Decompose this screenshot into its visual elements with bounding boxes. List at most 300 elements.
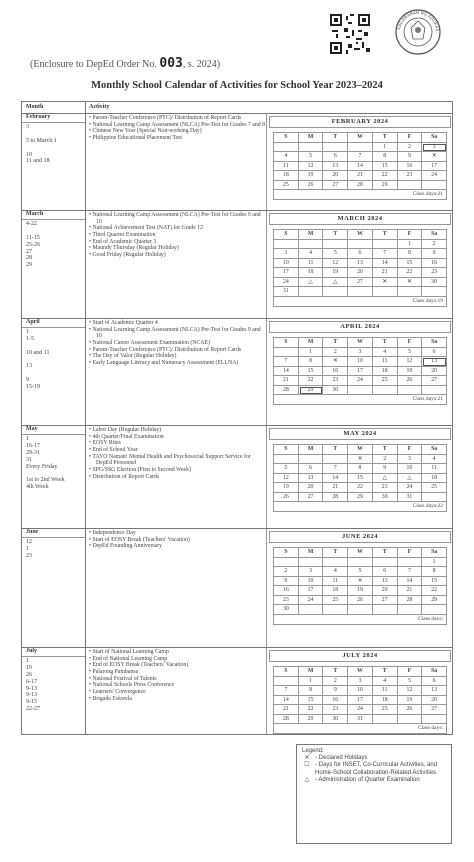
calendar-day: 1 [398, 240, 423, 250]
calendar-day [323, 605, 348, 615]
activity-item: • DepEd Founding Anniversary [89, 543, 265, 550]
calendar-day: 22 [348, 483, 373, 493]
calendar-day: 13 [348, 259, 373, 269]
weekday-header: T [373, 667, 398, 677]
calendar-day: 17 [348, 696, 373, 706]
month-name-divider [22, 327, 85, 328]
calendar-day: 23 [398, 171, 423, 181]
weekday-header: M [299, 667, 324, 677]
weekday-header: W [348, 445, 373, 455]
activity-item: • National Festival of Talents [89, 676, 265, 683]
calendar-day: 20 [348, 268, 373, 278]
calendar-day [398, 181, 423, 191]
calendar-day: 24 [348, 376, 373, 386]
calendar-day: 11 [323, 577, 348, 587]
calendar-day: 25 [323, 596, 348, 606]
calendar-day: 1 [422, 558, 447, 568]
calendar-day: 12 [398, 357, 423, 367]
legend-text: - Administration of Quarter Examination [315, 776, 420, 783]
calendar-day: 13 [422, 686, 447, 696]
calendar-day: 30 [323, 386, 348, 396]
calendar-day [348, 386, 373, 396]
calendar-day [274, 348, 299, 358]
calendar-day: 15 [299, 367, 324, 377]
calendar-day: 14 [373, 259, 398, 269]
calendar-day: 21 [398, 586, 423, 596]
month-section-april [22, 318, 452, 426]
calendar-day: 29 [422, 596, 447, 606]
mini-calendar [269, 116, 451, 200]
weekday-header: T [323, 548, 348, 558]
deped-seal [394, 8, 442, 56]
calendar-day: 8 [348, 464, 373, 474]
calendar-day: 20 [422, 367, 447, 377]
date-entry: 25-26 [26, 241, 40, 248]
activity-dates [26, 124, 84, 165]
weekday-header: W [348, 133, 373, 143]
activity-item: • End of School Year [89, 447, 265, 454]
weekday-header: S [274, 230, 299, 240]
calendar-day: 28 [274, 715, 299, 725]
qr-code [330, 14, 370, 54]
date-entry: 19 [26, 664, 32, 671]
date-entry [26, 228, 84, 235]
calendar-day: 30 [422, 278, 447, 288]
activity-item: • SPG/SSG Election (First to Second Week) [89, 467, 265, 474]
calendar-day: 27 [348, 278, 373, 288]
calendar-day: 28 [348, 181, 373, 191]
calendar-day: 13 [422, 357, 447, 367]
weekday-header: F [398, 133, 423, 143]
calendar-day: 22 [398, 268, 423, 278]
weekday-header: W [348, 230, 373, 240]
calendar-day [274, 677, 299, 687]
calendar-day: 4 [373, 348, 398, 358]
calendar-day: 11 [373, 357, 398, 367]
calendar-day [422, 181, 447, 191]
calendar-day [323, 287, 348, 297]
calendar-day: 17 [274, 268, 299, 278]
activity-item: • 4th Quarter/Final Examination [89, 434, 265, 441]
activity-item: • Parent-Teacher Conference (PTC)/ Distribution of Report Cards [89, 115, 265, 122]
weekday-header: M [299, 548, 324, 558]
month-name-divider [22, 537, 85, 538]
date-entry: 26 [26, 671, 32, 678]
weekday-header: M [299, 133, 324, 143]
class-days: Class days:21 [273, 395, 447, 405]
calendar-day [299, 558, 324, 568]
calendar-day: 18 [373, 696, 398, 706]
calendar-day [274, 240, 299, 250]
calendar-day: 5 [323, 249, 348, 259]
calendar-day: 29 [348, 493, 373, 503]
activity-dates [26, 436, 84, 491]
calendar-day: 2 [373, 455, 398, 465]
date-entry: 29 [26, 262, 32, 269]
calendar-day: 30 [373, 493, 398, 503]
calendar-day: 17 [422, 162, 447, 172]
activity-item: • Distribution of Report Cards [89, 474, 265, 481]
calendar-grid [273, 337, 447, 395]
weekday-header: T [373, 548, 398, 558]
weekday-header: Sa [422, 230, 447, 240]
activity-item: • Palarong Pambansa [89, 669, 265, 676]
calendar-day: 22 [299, 376, 324, 386]
activity-item: • National Learning Camp Assessment (NLCA) Pre-Test for Grades 9 and 10 [89, 327, 265, 340]
activity-item: • Learners' Convergence [89, 689, 265, 696]
calendar-day: 22 [299, 705, 324, 715]
calendar-day: 17 [348, 367, 373, 377]
activity-dates [26, 221, 84, 269]
legend-item [302, 755, 446, 762]
calendar-day: 26 [398, 376, 423, 386]
enclosure-note [30, 56, 220, 71]
calendar-day: 23 [323, 376, 348, 386]
date-entry: 6-17 [26, 678, 37, 685]
calendar-grid [273, 229, 447, 297]
legend-text: - Declared Holidays [315, 755, 368, 762]
activity-list [89, 530, 265, 550]
calendar-day: 15 [422, 577, 447, 587]
calendar-day: 29 [299, 715, 324, 725]
calendar-day: 10 [274, 259, 299, 269]
weekday-header: F [398, 548, 423, 558]
calendar-day: 25 [422, 483, 447, 493]
month-name: July [26, 648, 38, 654]
weekday-header: T [323, 133, 348, 143]
calendar-day [422, 493, 447, 503]
activity-list [89, 649, 265, 702]
activity-item: • TAYO Naman! Mental Health and Psychosocial Support Service for DepEd Personnel [89, 454, 265, 467]
calendar-day: 27 [299, 493, 324, 503]
calendar-day: 10 [348, 357, 373, 367]
calendar-day: 14 [348, 162, 373, 172]
weekday-header: T [373, 230, 398, 240]
calendar-day: 24 [348, 705, 373, 715]
calendar-day: 16 [398, 162, 423, 172]
weekday-header: T [323, 667, 348, 677]
month-section-july [22, 647, 452, 735]
weekday-header: Sa [422, 338, 447, 348]
calendar-day [299, 455, 324, 465]
calendar-day: 23 [373, 483, 398, 493]
weekday-header: T [373, 338, 398, 348]
weekday-header: T [373, 133, 398, 143]
date-entry: 1st to 2nd Week [26, 477, 65, 484]
date-entry: 22-27 [26, 706, 40, 713]
date-entry: 31 [26, 456, 32, 463]
calendar-day: 27 [373, 596, 398, 606]
legend-text: - Days for INSET, Co-Curricular Activities, and Home-School Collaboration-Related Activities [315, 762, 438, 776]
calendar-day: 20 [422, 696, 447, 706]
calendar-day: 18 [274, 171, 299, 181]
calendar-day: 12 [323, 259, 348, 269]
calendar-day [348, 605, 373, 615]
date-entry: 16-17 [26, 442, 40, 449]
calendar-day: 4 [422, 455, 447, 465]
calendar-day: 25 [373, 705, 398, 715]
weekday-header: W [348, 548, 373, 558]
date-entry: 27 [26, 248, 32, 255]
month-name: April [26, 319, 40, 325]
calendar-day [348, 558, 373, 568]
month-column-header: Month [26, 104, 44, 110]
class-days: Class days:22 [273, 502, 447, 512]
calendar-day: ✕ [323, 357, 348, 367]
calendar-day: △ [398, 474, 423, 484]
weekday-header: Sa [422, 548, 447, 558]
mini-calendar [269, 213, 451, 307]
activity-list [89, 320, 265, 367]
calendar-day: 29 [373, 181, 398, 191]
date-entry: 9 [26, 377, 29, 384]
calendar-day: 9 [323, 686, 348, 696]
calendar-table [21, 101, 453, 735]
calendar-day: 27 [422, 376, 447, 386]
activity-item: • EOSY Rites [89, 440, 265, 447]
activity-list [89, 427, 265, 480]
date-entry: 10 and 11 [26, 349, 50, 356]
activity-item: • National Learning Camp Assessment (NLCA) Pre-Test for Grades 7 and 8 [89, 122, 265, 129]
calendar-day: 14 [274, 367, 299, 377]
month-name-divider [22, 656, 85, 657]
calendar-day: 24 [274, 278, 299, 288]
date-entry: 12 [26, 539, 32, 545]
mini-calendar-title: JUNE 2024 [269, 531, 451, 543]
calendar-day: 21 [348, 171, 373, 181]
weekday-header: T [323, 338, 348, 348]
weekday-header: W [348, 338, 373, 348]
activity-list [89, 115, 265, 142]
calendar-day: 22 [373, 171, 398, 181]
date-entry: 29-31 [26, 449, 40, 456]
calendar-day: 16 [422, 259, 447, 269]
calendar-day [373, 386, 398, 396]
calendar-day: 31 [398, 493, 423, 503]
calendar-day: 9 [274, 577, 299, 587]
class-days: Class days:21 [273, 190, 447, 200]
calendar-day: 19 [398, 696, 423, 706]
activity-item: • Start of Academic Quarter 4 [89, 320, 265, 327]
date-entry: 23 [26, 552, 32, 559]
calendar-day [323, 240, 348, 250]
calendar-day [398, 558, 423, 568]
calendar-day: 13 [373, 577, 398, 587]
date-entry: 3 [26, 124, 29, 130]
mini-calendar [269, 650, 451, 734]
activity-item: • Maundy Thursday (Regular Holiday) [89, 245, 265, 252]
calendar-day [373, 287, 398, 297]
calendar-day: 24 [299, 596, 324, 606]
calendar-day: 21 [274, 376, 299, 386]
date-entry [26, 131, 84, 138]
calendar-grid [273, 132, 447, 190]
date-entry [26, 470, 84, 477]
calendar-day: 3 [398, 455, 423, 465]
calendar-grid [273, 444, 447, 502]
class-days: Class days:19 [273, 297, 447, 307]
date-entry: 11-15 [26, 234, 40, 241]
calendar-day: 31 [348, 715, 373, 725]
calendar-day: 3 [299, 567, 324, 577]
calendar-day [373, 240, 398, 250]
month-name-divider [22, 122, 85, 123]
document-title: Monthly School Calendar of Activities for School Year 2023–2024 [91, 80, 383, 91]
date-entry: 15-19 [26, 384, 40, 391]
svg-text:KAGAWARAN NG EDUKASYON: KAGAWARAN NG EDUKAS [396, 9, 441, 32]
date-entry: 28 [26, 255, 32, 262]
mini-calendar-title: APRIL 2024 [269, 321, 451, 333]
calendar-day [274, 558, 299, 568]
calendar-day: 16 [274, 586, 299, 596]
class-days: Class days: [273, 615, 447, 625]
date-entry: 1 [26, 436, 29, 442]
weekday-header: S [274, 445, 299, 455]
activity-item: • Chinese New Year (Special Non-working Day) [89, 128, 265, 135]
calendar-day: 2 [323, 677, 348, 687]
calendar-day: 6 [299, 464, 324, 474]
mini-calendar-title: JULY 2024 [269, 650, 451, 662]
class-days: Class days: [273, 724, 447, 734]
legend-box [296, 744, 452, 844]
calendar-day [373, 558, 398, 568]
activity-item: • End of EOSY Break (Teachers' Vacation) [89, 662, 265, 669]
calendar-day [422, 287, 447, 297]
calendar-day [398, 715, 423, 725]
calendar-day: 7 [373, 249, 398, 259]
calendar-day: 3 [348, 348, 373, 358]
activity-item: • National Career Assessment Examination (NCAE) [89, 340, 265, 347]
calendar-day [299, 605, 324, 615]
legend-symbol-icon: ☐ [304, 762, 310, 769]
calendar-day: 8 [299, 357, 324, 367]
mini-calendar-title: FEBRUARY 2024 [269, 116, 451, 128]
legend-symbol-icon: ✕ [304, 755, 310, 762]
date-entry [26, 370, 84, 377]
calendar-day: 15 [299, 696, 324, 706]
calendar-day: 6 [373, 567, 398, 577]
calendar-day [348, 287, 373, 297]
weekday-header: F [398, 445, 423, 455]
calendar-day: 4 [323, 567, 348, 577]
calendar-day [323, 143, 348, 153]
weekday-header: S [274, 667, 299, 677]
calendar-day: 25 [274, 181, 299, 191]
calendar-day: 4 [274, 152, 299, 162]
calendar-day [398, 386, 423, 396]
calendar-day: △ [373, 474, 398, 484]
calendar-day: 6 [422, 348, 447, 358]
activity-item: • Start of National Learning Camp [89, 649, 265, 656]
activity-item: • Labor Day (Regular Holiday) [89, 427, 265, 434]
enclosure-prefix: (Enclosure to DepEd Order No. [30, 59, 157, 70]
weekday-header: F [398, 667, 423, 677]
calendar-day: 9 [422, 249, 447, 259]
calendar-day: 18 [373, 367, 398, 377]
calendar-day: 9 [373, 464, 398, 474]
weekday-header: S [274, 548, 299, 558]
calendar-day: 7 [348, 152, 373, 162]
calendar-day: 7 [398, 567, 423, 577]
calendar-day [398, 287, 423, 297]
date-entry: 9-13 [26, 692, 37, 699]
calendar-day [299, 240, 324, 250]
month-name: February [26, 114, 51, 120]
date-entry: 9-13 [26, 685, 37, 692]
calendar-day: 23 [422, 268, 447, 278]
calendar-day: 14 [398, 577, 423, 587]
calendar-day: 16 [323, 696, 348, 706]
calendar-day: 25 [373, 376, 398, 386]
calendar-day: 27 [323, 181, 348, 191]
calendar-day: 2 [422, 240, 447, 250]
calendar-day: 16 [323, 367, 348, 377]
calendar-day: ✕ [422, 152, 447, 162]
weekday-header: T [373, 445, 398, 455]
calendar-day: 24 [398, 483, 423, 493]
activity-item: • National Schools Press Conference [89, 682, 265, 689]
calendar-day: 24 [422, 171, 447, 181]
calendar-grid [273, 547, 447, 615]
calendar-day: 20 [299, 483, 324, 493]
activity-item: • Early Language Literacy and Numeracy Assessment (ELLNA) [89, 360, 265, 367]
calendar-day [274, 455, 299, 465]
calendar-day: 19 [398, 367, 423, 377]
calendar-day: 5 [299, 152, 324, 162]
calendar-day: 2 [398, 143, 423, 153]
weekday-header: S [274, 133, 299, 143]
calendar-day [348, 240, 373, 250]
calendar-day: 26 [274, 493, 299, 503]
calendar-day: ✕ [373, 278, 398, 288]
date-entry: 1 [26, 658, 29, 664]
activity-dates [26, 329, 84, 391]
calendar-day: 6 [323, 152, 348, 162]
calendar-day [274, 143, 299, 153]
activity-dates [26, 658, 84, 713]
calendar-day: 21 [373, 268, 398, 278]
mini-calendar [269, 321, 451, 405]
calendar-day: 20 [373, 586, 398, 596]
calendar-day: 28 [323, 493, 348, 503]
legend-symbol-icon: △ [304, 776, 310, 783]
calendar-day: 11 [274, 162, 299, 172]
month-name-divider [22, 219, 85, 220]
calendar-day: 23 [274, 596, 299, 606]
calendar-grid [273, 666, 447, 724]
date-entry [26, 145, 84, 152]
enclosure-suffix: , s. 2024) [182, 59, 221, 70]
date-entry: 9-15 [26, 699, 37, 706]
calendar-day: 5 [398, 677, 423, 687]
calendar-day: 31 [274, 287, 299, 297]
calendar-day: 19 [299, 171, 324, 181]
calendar-day: 2 [323, 348, 348, 358]
calendar-day: 19 [274, 483, 299, 493]
calendar-day: 18 [299, 268, 324, 278]
calendar-day: 8 [422, 567, 447, 577]
calendar-day [299, 287, 324, 297]
calendar-day: 11 [422, 464, 447, 474]
month-name: June [26, 529, 39, 535]
activity-item: • Independence Day [89, 530, 265, 537]
calendar-day: 29 [299, 386, 324, 396]
month-section-february [22, 113, 452, 211]
calendar-day: 18 [422, 474, 447, 484]
calendar-day: ✕ [348, 577, 373, 587]
calendar-day: 10 [398, 464, 423, 474]
calendar-day: 1 [299, 348, 324, 358]
